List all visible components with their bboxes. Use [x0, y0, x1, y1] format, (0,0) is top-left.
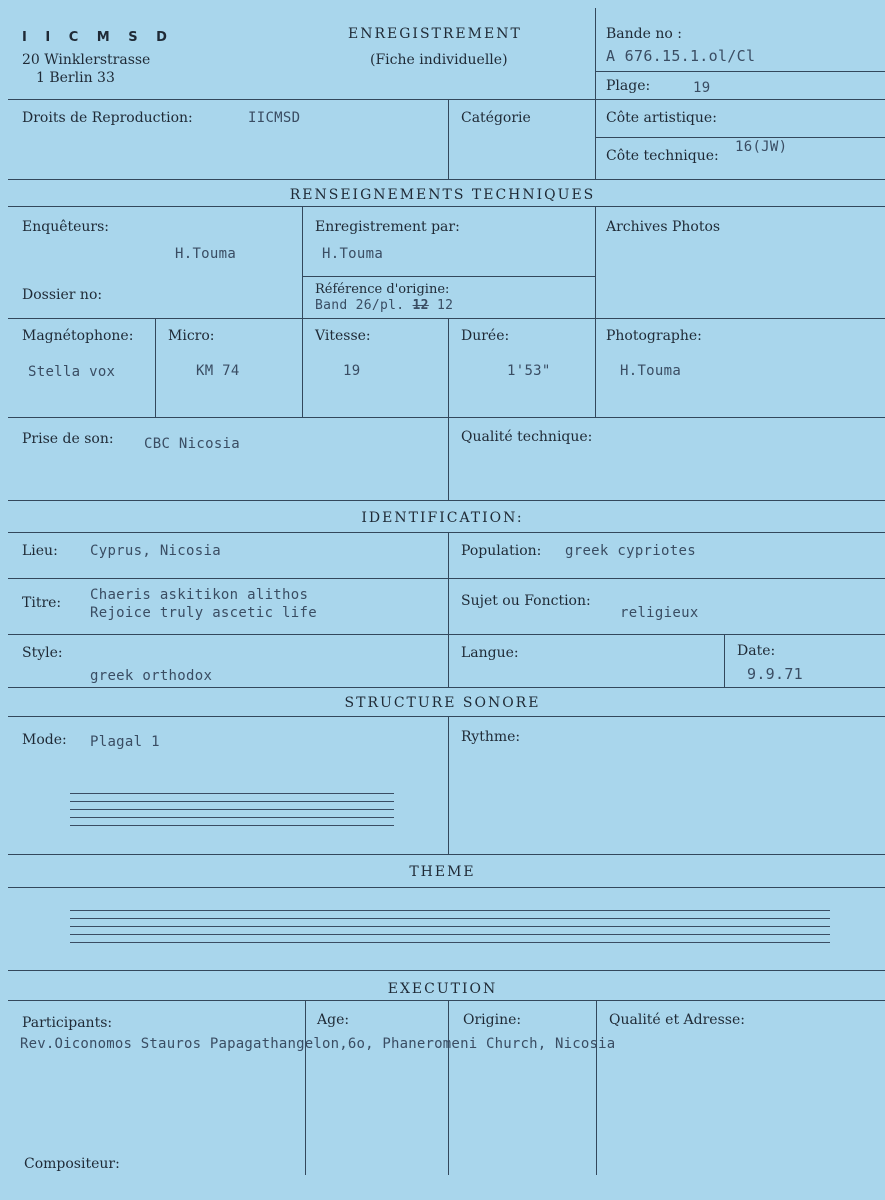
rule: [8, 417, 885, 418]
org-address-line-1: 20 Winklerstrasse: [22, 52, 151, 68]
rule: [595, 71, 885, 72]
rule: [448, 532, 449, 687]
magnetophone-label: Magnétophone:: [22, 328, 134, 344]
enregistrement-par-label: Enregistrement par:: [315, 219, 460, 235]
rule: [302, 276, 595, 277]
photographe-label: Photographe:: [606, 328, 702, 344]
titre-value-line-2: Rejoice truly ascetic life: [90, 605, 317, 621]
staff-line: [70, 801, 394, 802]
rule: [595, 318, 596, 417]
rule: [448, 318, 449, 500]
qualite-adresse-label: Qualité et Adresse:: [609, 1012, 745, 1028]
rule: [595, 137, 885, 138]
droits-label: Droits de Reproduction:: [22, 110, 193, 126]
rythme-label: Rythme:: [461, 729, 521, 745]
reference-value-suffix: 12: [436, 298, 454, 313]
magnetophone-value: Stella vox: [28, 364, 116, 380]
card-title: ENREGISTREMENT: [348, 26, 522, 42]
staff-line: [70, 793, 394, 794]
bande-value: A 676.15.1.ol/Cl: [606, 47, 756, 65]
lieu-value: Cyprus, Nicosia: [90, 543, 221, 559]
section-title-identification: IDENTIFICATION:: [361, 510, 524, 526]
participants-label: Participants:: [22, 1015, 113, 1031]
rule: [595, 206, 596, 318]
enregistrement-par-value: H.Touma: [322, 246, 384, 262]
rule: [448, 99, 449, 179]
rule: [8, 532, 885, 533]
staff-line: [70, 934, 830, 935]
staff-line: [70, 910, 830, 911]
categorie-label: Catégorie: [461, 110, 531, 126]
org-address-line-2: 1 Berlin 33: [36, 70, 115, 86]
origine-label: Origine:: [463, 1012, 522, 1028]
card-subtitle: (Fiche individuelle): [370, 52, 508, 68]
style-value: greek orthodox: [90, 668, 213, 684]
participants-value: Rev.Oiconomos Stauros Papagathangelon,6o, Phaneromeni Church, Nicosia: [20, 1036, 616, 1052]
vitesse-value: 19: [343, 363, 361, 379]
sujet-label: Sujet ou Fonction:: [461, 593, 591, 609]
vitesse-label: Vitesse:: [315, 328, 371, 344]
lieu-label: Lieu:: [22, 543, 58, 559]
staff-line: [70, 918, 830, 919]
rule: [8, 1000, 885, 1001]
plage-value: 19: [693, 80, 711, 96]
archives-photos-label: Archives Photos: [606, 219, 721, 235]
plage-label: Plage:: [606, 78, 651, 94]
rule: [596, 1000, 597, 1175]
prise-de-son-label: Prise de son:: [22, 431, 114, 447]
staff-line: [70, 809, 394, 810]
micro-label: Micro:: [168, 328, 215, 344]
rule: [595, 8, 596, 99]
rule: [8, 634, 885, 635]
rule: [8, 179, 885, 180]
photographe-value: H.Touma: [620, 363, 682, 379]
bande-label: Bande no :: [606, 26, 682, 42]
rule: [8, 687, 885, 688]
date-label: Date:: [737, 643, 776, 659]
cote-technique-label: Côte technique:: [606, 148, 719, 164]
rule: [8, 578, 885, 579]
rule: [302, 318, 303, 417]
reference-label: Référence d'origine:: [315, 282, 450, 297]
rule: [8, 99, 885, 100]
rule: [8, 887, 885, 888]
population-label: Population:: [461, 543, 542, 559]
compositeur-label: Compositeur:: [24, 1156, 120, 1172]
duree-label: Durée:: [461, 328, 510, 344]
dossier-label: Dossier no:: [22, 287, 103, 303]
style-label: Style:: [22, 645, 63, 661]
population-value: greek cypriotes: [565, 543, 696, 559]
rule: [595, 99, 596, 179]
reference-value: [315, 298, 453, 314]
staff-line: [70, 825, 394, 826]
org-name: I I C M S D: [22, 30, 174, 45]
titre-value-line-1: Chaeris askitikon alithos: [90, 587, 309, 603]
age-label: Age:: [317, 1012, 350, 1028]
rule: [8, 318, 885, 319]
mode-value: Plagal 1: [90, 734, 160, 750]
rule: [8, 854, 885, 855]
cote-technique-value: 16(JW): [735, 139, 788, 155]
staff-line: [70, 817, 394, 818]
micro-value: KM 74: [196, 363, 240, 379]
qualite-technique-label: Qualité technique:: [461, 429, 593, 445]
date-value: 9.9.71: [747, 665, 803, 683]
mode-label: Mode:: [22, 732, 67, 748]
section-title-structure: STRUCTURE SONORE: [344, 695, 541, 711]
rule: [448, 1000, 449, 1175]
prise-de-son-value: CBC Nicosia: [144, 436, 241, 452]
rule: [302, 206, 303, 318]
section-title-theme: THEME: [409, 864, 476, 880]
titre-label: Titre:: [22, 595, 62, 611]
langue-label: Langue:: [461, 645, 519, 661]
rule: [724, 634, 725, 687]
rule: [8, 500, 885, 501]
droits-value: IICMSD: [248, 110, 301, 126]
staff-line: [70, 942, 830, 943]
enqueteurs-label: Enquêteurs:: [22, 219, 110, 235]
enqueteurs-value: H.Touma: [175, 246, 237, 262]
rule: [8, 716, 885, 717]
reference-struck: 12: [412, 298, 429, 313]
rule: [8, 206, 885, 207]
rule: [155, 318, 156, 417]
duree-value: 1'53": [507, 363, 551, 379]
section-title-technique: RENSEIGNEMENTS TECHNIQUES: [289, 187, 596, 203]
sujet-value: religieux: [620, 605, 699, 621]
rule: [305, 1000, 306, 1175]
rule: [448, 716, 449, 854]
staff-line: [70, 926, 830, 927]
section-title-execution: EXECUTION: [387, 981, 498, 997]
reference-value-prefix: Band 26/pl.: [315, 298, 405, 313]
rule: [8, 970, 885, 971]
cote-artistique-label: Côte artistique:: [606, 110, 717, 126]
